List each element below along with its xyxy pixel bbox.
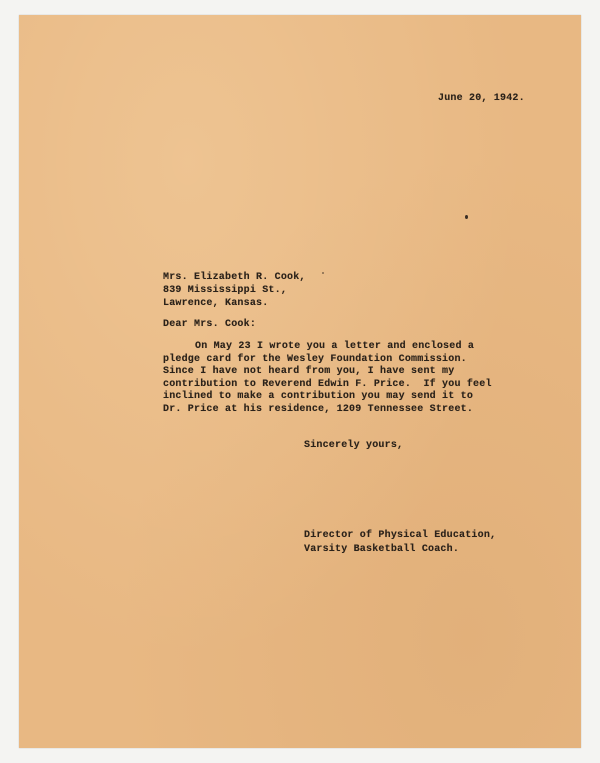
letter-page [19, 15, 581, 748]
salutation: Dear Mrs. Cook: [163, 319, 257, 330]
recipient-street: 839 Mississippi St., [163, 285, 288, 296]
recipient-city: Lawrence, Kansas. [163, 298, 269, 309]
letter-date: June 20, 1942. [438, 93, 525, 104]
ink-speck [322, 272, 324, 274]
recipient-name: Mrs. Elizabeth R. Cook, [163, 272, 306, 283]
body-line: pledge card for the Wesley Foundation Commission. [163, 354, 467, 365]
body-line: contribution to Reverend Edwin F. Price. If you feel [163, 379, 492, 390]
body-line: Since I have not heard from you, I have sent my [163, 366, 455, 377]
body-line: inclined to make a contribution you may send it to [163, 391, 474, 402]
body-line: Dr. Price at his residence, 1209 Tennessee Street. [163, 404, 474, 415]
signature-title: Director of Physical Education, [304, 530, 497, 541]
signature-subtitle: Varsity Basketball Coach. [304, 544, 460, 555]
body-line: On May 23 I wrote you a letter and enclosed a [195, 341, 475, 352]
ink-speck [465, 215, 468, 219]
closing: Sincerely yours, [304, 440, 404, 451]
